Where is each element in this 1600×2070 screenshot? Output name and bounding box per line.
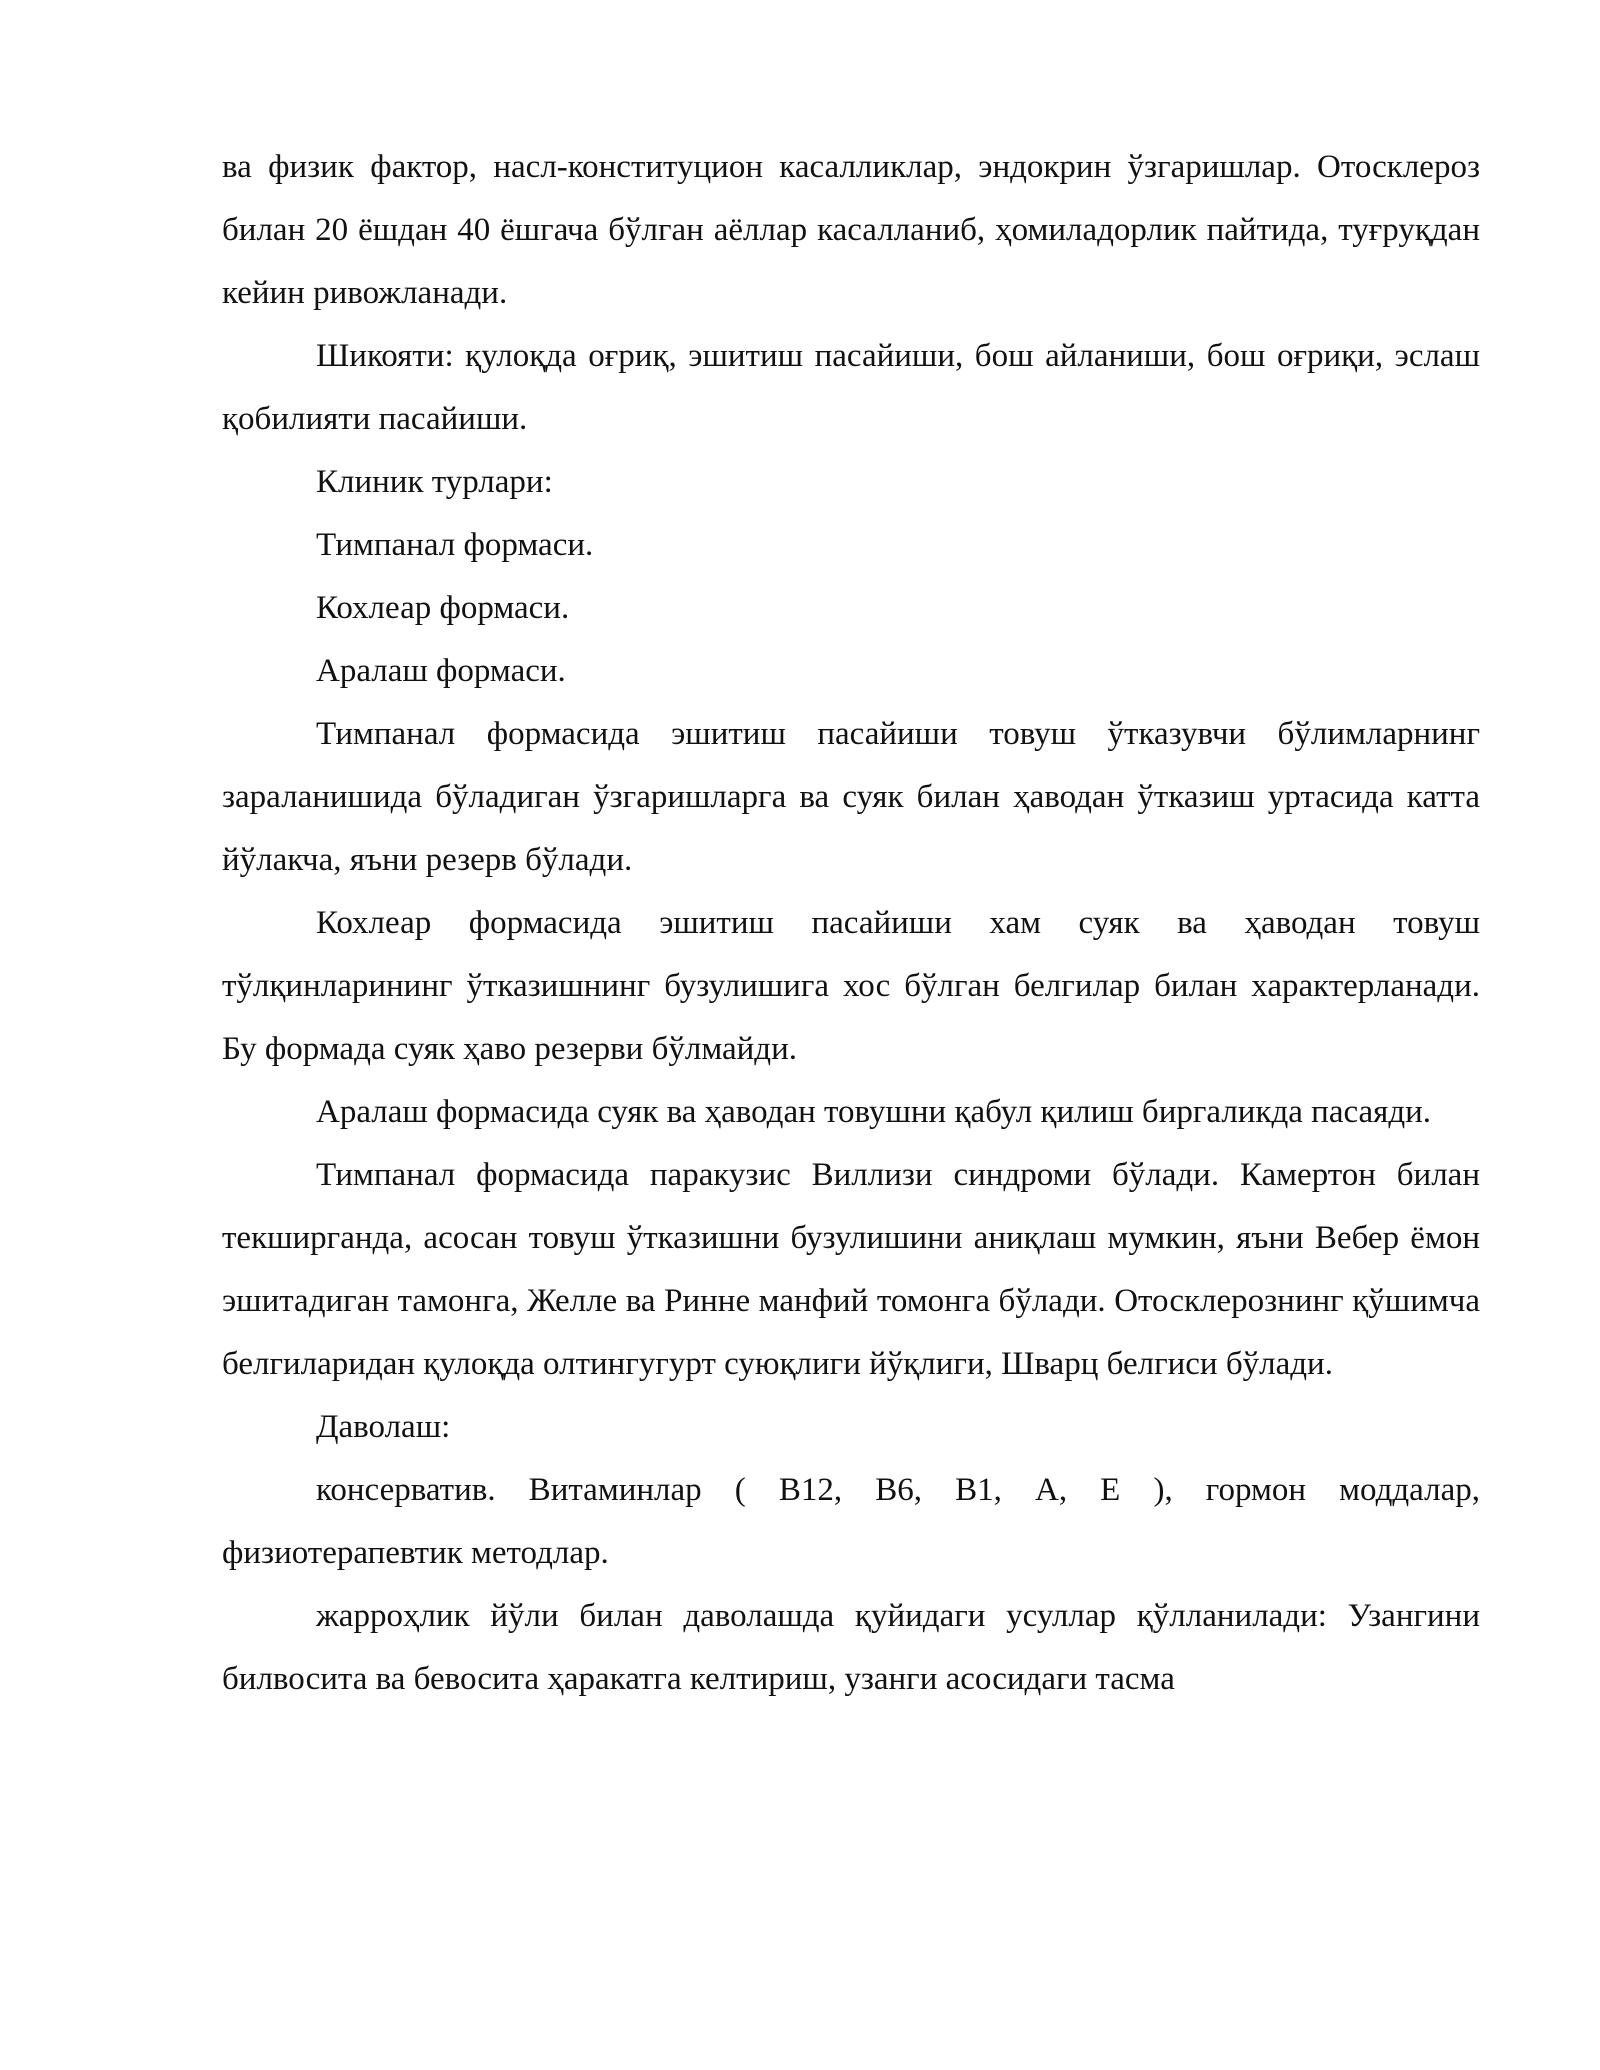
heading-clinical-types: Клиник турлари:	[316, 464, 553, 500]
heading-treatment: Даволаш:	[316, 1409, 451, 1445]
list-item-cochlear-form: Кохлеар формаси.	[316, 590, 570, 626]
paragraph-tympanal-description: Тимпанал формасида эшитиш пасайиши товуш ўтказувчи бўлимларнинг зараланишида бўладиган ўзгаришларга ва суяк билан ҳаводан ўтказиш уртасида катта йўлакча, яъни резерв бўлади.	[222, 716, 1480, 878]
paragraph-tympanal-symptoms: Тимпанал формасида паракузис Виллизи синдроми бўлади. Камертон билан текширганда, асосан товуш ўтказишни бузулишини аниқлаш мумкин, яъни Вебер ёмон эшитадиган тамонга, Желле ва Ринне манфий томонга бўлади. Отосклерознинг қўшимча белгиларидан қулоқда олтингугурт суюқлиги йўқлиги, Шварц белгиси бўлади.	[222, 1157, 1480, 1382]
paragraph-cochlear-description: Кохлеар формасида эшитиш пасайиши хам суяк ва ҳаводан товуш тўлқинларининг ўтказишнинг бузулишига хос бўлган белгилар билан характерланади. Бу формада суяк ҳаво резерви бўлмайди.	[222, 905, 1480, 1067]
paragraph-conservative-treatment: консерватив. Витаминлар ( В12, В6, В1, А, Е ), гормон моддалар, физиотерапевтик методлар.	[222, 1472, 1480, 1571]
paragraph-surgical-treatment: жарроҳлик йўли билан даволашда қуйидаги усуллар қўлланилади: Узангини билвосита ва бевосита ҳаракатга келтириш, узанги асосидаги тасма	[222, 1598, 1480, 1697]
list-item-tympanal-form: Тимпанал формаси.	[316, 527, 594, 563]
paragraph-complaints: Шикояти: қулоқда оғриқ, эшитиш пасайиши, бош айланиши, бош оғриқи, эслаш қобилияти пасайиши.	[222, 338, 1480, 437]
paragraph-mixed-description: Аралаш формасида суяк ва ҳаводан товушни қабул қилиш биргаликда пасаяди.	[316, 1094, 1432, 1130]
paragraph-continuation: ва физик фактор, насл-конституцион касалликлар, эндокрин ўзгаришлар. Отосклероз билан 20 ёшдан 40 ёшгача бўлган аёллар касалланиб, ҳомиладорлик пайтида, туғруқдан кейин ривожланади.	[222, 149, 1480, 311]
list-item-mixed-form: Аралаш формаси.	[316, 653, 566, 689]
document-body	[222, 136, 1480, 1711]
